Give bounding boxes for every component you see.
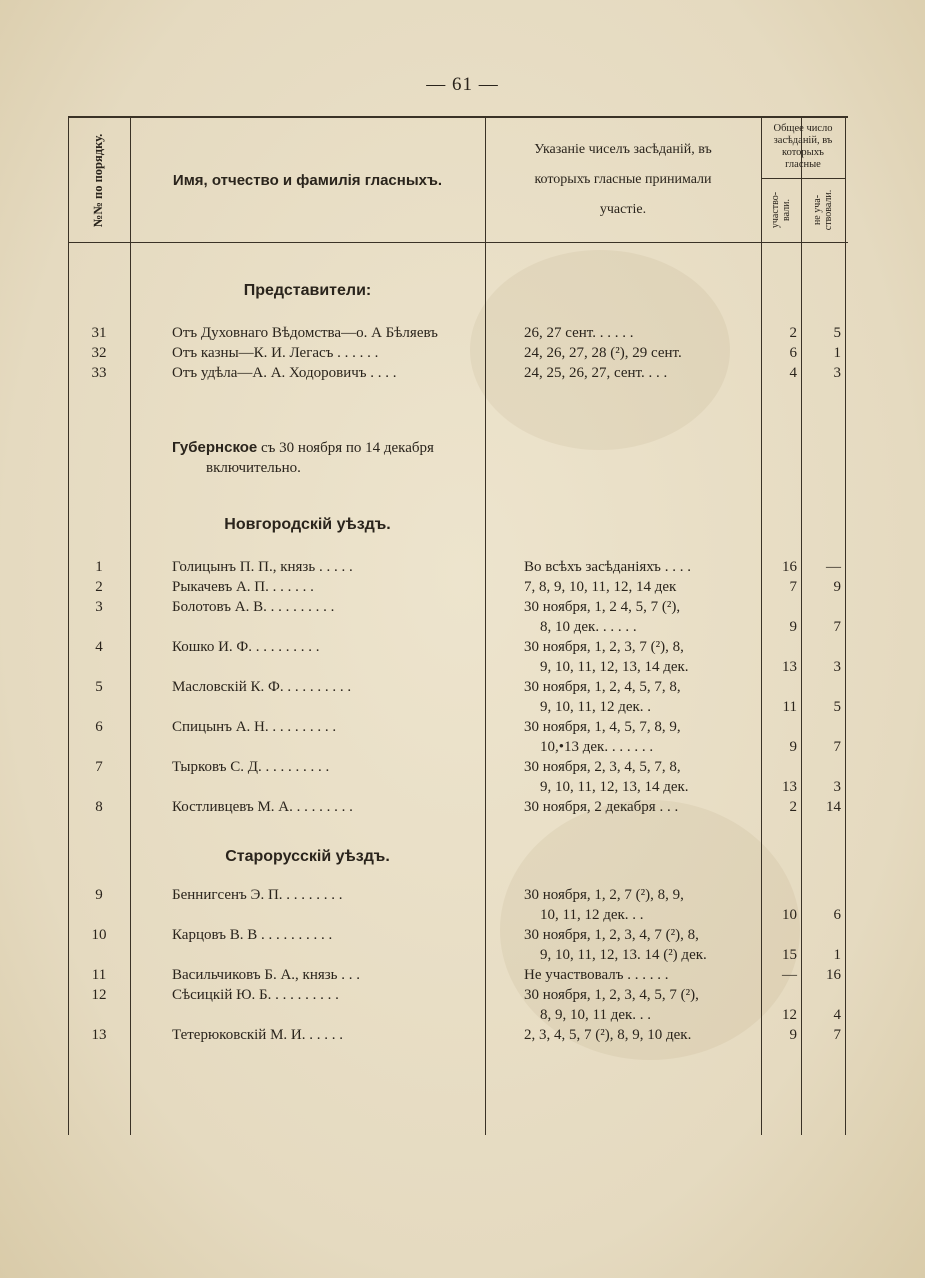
row-participated-count: 16 xyxy=(782,559,797,575)
row-name: Тетерюковскій М. И. . . . . . xyxy=(172,1027,343,1043)
row-participated-count: 12 xyxy=(782,1007,797,1023)
table-right-border xyxy=(845,118,846,1135)
row-dates xyxy=(524,985,762,1025)
row-name: Карцовъ В. В . . . . . . . . . . xyxy=(172,927,333,943)
row-dates-line: 8, 9, 10, 11 дек. . . xyxy=(540,1007,652,1023)
row-participated-count: 9 xyxy=(789,1027,797,1043)
row-number: 6 xyxy=(95,719,103,735)
row-dates-line: 30 ноября, 1, 2 4, 5, 7 (²), xyxy=(524,599,681,615)
row-not-participated-count: 9 xyxy=(833,579,841,595)
gubernskoe-title: Губернское xyxy=(172,439,258,456)
row-name: Костливцевъ М. А. . . . . . . . . xyxy=(172,799,353,815)
header-total-line: засѣданій, въ xyxy=(773,135,833,146)
row-dates-line: 30 ноября, 1, 2, 3, 4, 7 (²), 8, xyxy=(524,927,699,943)
row-number: 5 xyxy=(95,679,103,695)
row-not-participated-count: — xyxy=(826,559,841,575)
row-dates-line: 24, 26, 27, 28 (²), 29 сент. xyxy=(524,345,682,361)
row-name: Беннигсенъ Э. П. . . . . . . . . xyxy=(172,887,343,903)
row-participated-count: 11 xyxy=(782,699,797,715)
header-sub-line: вали. xyxy=(780,199,792,221)
row-dates xyxy=(524,885,762,925)
row-not-participated-count: 1 xyxy=(833,947,841,963)
header-total-line: гласные xyxy=(785,159,821,170)
row-number: 3 xyxy=(95,599,103,615)
row-dates xyxy=(524,343,762,363)
header-total-line: которыхъ xyxy=(782,147,824,158)
row-dates-line: Во всѣхъ засѣданіяхъ . . . . xyxy=(524,559,691,575)
row-number: 7 xyxy=(95,759,103,775)
row-not-participated-count: 1 xyxy=(833,345,841,361)
header-dates-line: Указаніе чиселъ засѣданій, въ xyxy=(534,142,712,157)
section-novgorod: Новгородскій уѣздъ. xyxy=(224,516,391,533)
row-not-participated-count: 6 xyxy=(833,907,841,923)
row-dates-line: 30 ноября, 1, 4, 5, 7, 8, 9, xyxy=(524,719,681,735)
header-total-line: Общее число xyxy=(773,123,833,134)
row-number: 2 xyxy=(95,579,103,595)
row-dates-line: 9, 10, 11, 12, 13. 14 (²) дек. xyxy=(540,947,707,963)
row-not-participated-count: 4 xyxy=(833,1007,841,1023)
row-participated-count: 13 xyxy=(782,779,797,795)
row-dates xyxy=(524,577,762,597)
row-participated-count: 4 xyxy=(789,365,797,381)
row-number: 10 xyxy=(91,927,107,943)
row-number: 8 xyxy=(95,799,103,815)
row-dates-line: 8, 10 дек. . . . . . xyxy=(540,619,637,635)
row-participated-count: — xyxy=(782,967,797,983)
row-dates xyxy=(524,717,762,757)
attendance-table xyxy=(68,116,848,1135)
row-name: Рыкачевъ А. П. . . . . . . xyxy=(172,579,314,595)
row-dates xyxy=(524,677,762,717)
header-dates-line: участіе. xyxy=(599,202,647,217)
section-representatives: Представители: xyxy=(243,282,372,299)
row-participated-count: 9 xyxy=(789,619,797,635)
row-not-participated-count: 3 xyxy=(833,779,841,795)
row-dates xyxy=(524,1025,762,1045)
row-dates xyxy=(524,757,762,797)
row-name: Кошко И. Ф. . . . . . . . . . xyxy=(172,639,320,655)
row-number: 32 xyxy=(91,345,107,361)
row-name: Масловскій К. Ф. . . . . . . . . . xyxy=(172,679,352,695)
row-not-participated-count: 3 xyxy=(833,365,841,381)
row-dates-line: 9, 10, 11, 12, 13, 14 дек. xyxy=(540,779,689,795)
row-dates xyxy=(524,323,762,343)
row-number: 9 xyxy=(95,887,103,903)
row-not-participated-count: 7 xyxy=(833,1027,841,1043)
header-participated-label xyxy=(770,192,792,228)
row-dates xyxy=(524,637,762,677)
row-dates-line: 30 ноября, 2 декабря . . . xyxy=(524,799,679,815)
row-dates xyxy=(524,797,762,817)
row-number: 12 xyxy=(91,987,107,1003)
row-number: 33 xyxy=(91,365,107,381)
header-sub-line: не уча- xyxy=(811,194,823,226)
row-dates xyxy=(524,965,762,985)
row-dates-line: 30 ноября, 2, 3, 4, 5, 7, 8, xyxy=(524,759,681,775)
row-dates-line: 9, 10, 11, 12 дек. . xyxy=(540,699,652,715)
header-name-column: Имя, отчество и фамилія гласныхъ. xyxy=(172,171,443,189)
row-participated-count: 13 xyxy=(782,659,797,675)
row-name: Голицынъ П. П., князь . . . . . xyxy=(172,559,353,575)
header-not-participated-label xyxy=(812,190,834,230)
row-dates-line: 7, 8, 9, 10, 11, 12, 14 дек xyxy=(524,579,677,595)
row-not-participated-count: 14 xyxy=(826,799,841,815)
column-divider xyxy=(130,118,131,1135)
row-dates-line: 2, 3, 4, 5, 7 (²), 8, 9, 10 дек. xyxy=(524,1027,692,1043)
row-dates-line: 10,•13 дек. . . . . . . xyxy=(540,739,654,755)
header-bottom-rule xyxy=(68,242,848,243)
row-name: Спицынъ А. Н. . . . . . . . . . xyxy=(172,719,337,735)
row-name: Тырковъ С. Д. . . . . . . . . . xyxy=(172,759,330,775)
header-number-label: №№ по порядку. xyxy=(91,133,106,227)
row-name: Отъ казны—К. И. Легасъ . . . . . . xyxy=(172,345,379,361)
row-dates-line: 24, 25, 26, 27, сент. . . . xyxy=(524,365,668,381)
row-name: Отъ Духовнаго Вѣдомства—о. А Бѣляевъ xyxy=(172,325,438,341)
row-dates-line: 9, 10, 11, 12, 13, 14 дек. xyxy=(540,659,689,675)
row-not-participated-count: 16 xyxy=(826,967,841,983)
gubernskoe-dates: съ 30 ноября по 14 декабря xyxy=(257,440,434,456)
header-sub-line: участво- xyxy=(769,191,781,229)
row-dates-line: 26, 27 сент. . . . . . xyxy=(524,325,634,341)
row-name: Болотовъ А. В. . . . . . . . . . xyxy=(172,599,335,615)
row-participated-count: 15 xyxy=(782,947,797,963)
row-dates-line: 30 ноября, 1, 2, 7 (²), 8, 9, xyxy=(524,887,684,903)
row-dates-line: 30 ноября, 1, 2, 4, 5, 7, 8, xyxy=(524,679,681,695)
row-participated-count: 2 xyxy=(789,325,797,341)
column-divider xyxy=(485,118,486,1135)
row-not-participated-count: 3 xyxy=(833,659,841,675)
row-dates-line: 30 ноября, 1, 2, 3, 7 (²), 8, xyxy=(524,639,684,655)
row-dates xyxy=(524,557,762,577)
row-not-participated-count: 5 xyxy=(833,699,841,715)
row-dates xyxy=(524,597,762,637)
header-participated xyxy=(761,178,801,242)
header-dates-column xyxy=(485,118,761,242)
row-not-participated-count: 7 xyxy=(833,739,841,755)
row-number: 11 xyxy=(91,967,107,983)
row-participated-count: 7 xyxy=(789,579,797,595)
header-sub-line: ствовали. xyxy=(822,189,834,231)
header-number-column xyxy=(68,118,130,242)
row-participated-count: 9 xyxy=(789,739,797,755)
row-number: 1 xyxy=(95,559,103,575)
row-dates-line: 10, 11, 12 дек. . . xyxy=(540,907,644,923)
row-not-participated-count: 5 xyxy=(833,325,841,341)
page-number: — 61 — xyxy=(426,74,499,95)
row-name: Сѣсицкій Ю. Б. . . . . . . . . . xyxy=(172,987,339,1003)
row-dates xyxy=(524,363,762,383)
row-number: 31 xyxy=(91,325,107,341)
section-starorussky: Старорусскій уѣздъ. xyxy=(225,848,390,865)
gubernskoe-line2: включительно. xyxy=(206,460,301,476)
row-dates-line: 30 ноября, 1, 2, 3, 4, 5, 7 (²), xyxy=(524,987,699,1003)
row-number: 13 xyxy=(91,1027,107,1043)
row-not-participated-count: 7 xyxy=(833,619,841,635)
header-dates-line: которыхъ гласные принимали xyxy=(534,172,712,187)
row-participated-count: 6 xyxy=(789,345,797,361)
section-gubernskoe xyxy=(172,438,492,478)
header-not-participated xyxy=(801,178,845,242)
row-number: 4 xyxy=(95,639,103,655)
row-name: Васильчиковъ Б. А., князь . . . xyxy=(172,967,361,983)
row-name: Отъ удѣла—А. А. Ходоровичъ . . . . xyxy=(172,365,397,381)
row-dates xyxy=(524,925,762,965)
header-total-column xyxy=(761,118,845,183)
row-participated-count: 2 xyxy=(789,799,797,815)
row-participated-count: 10 xyxy=(782,907,797,923)
row-dates-line: Не участвовалъ . . . . . . xyxy=(524,967,669,983)
